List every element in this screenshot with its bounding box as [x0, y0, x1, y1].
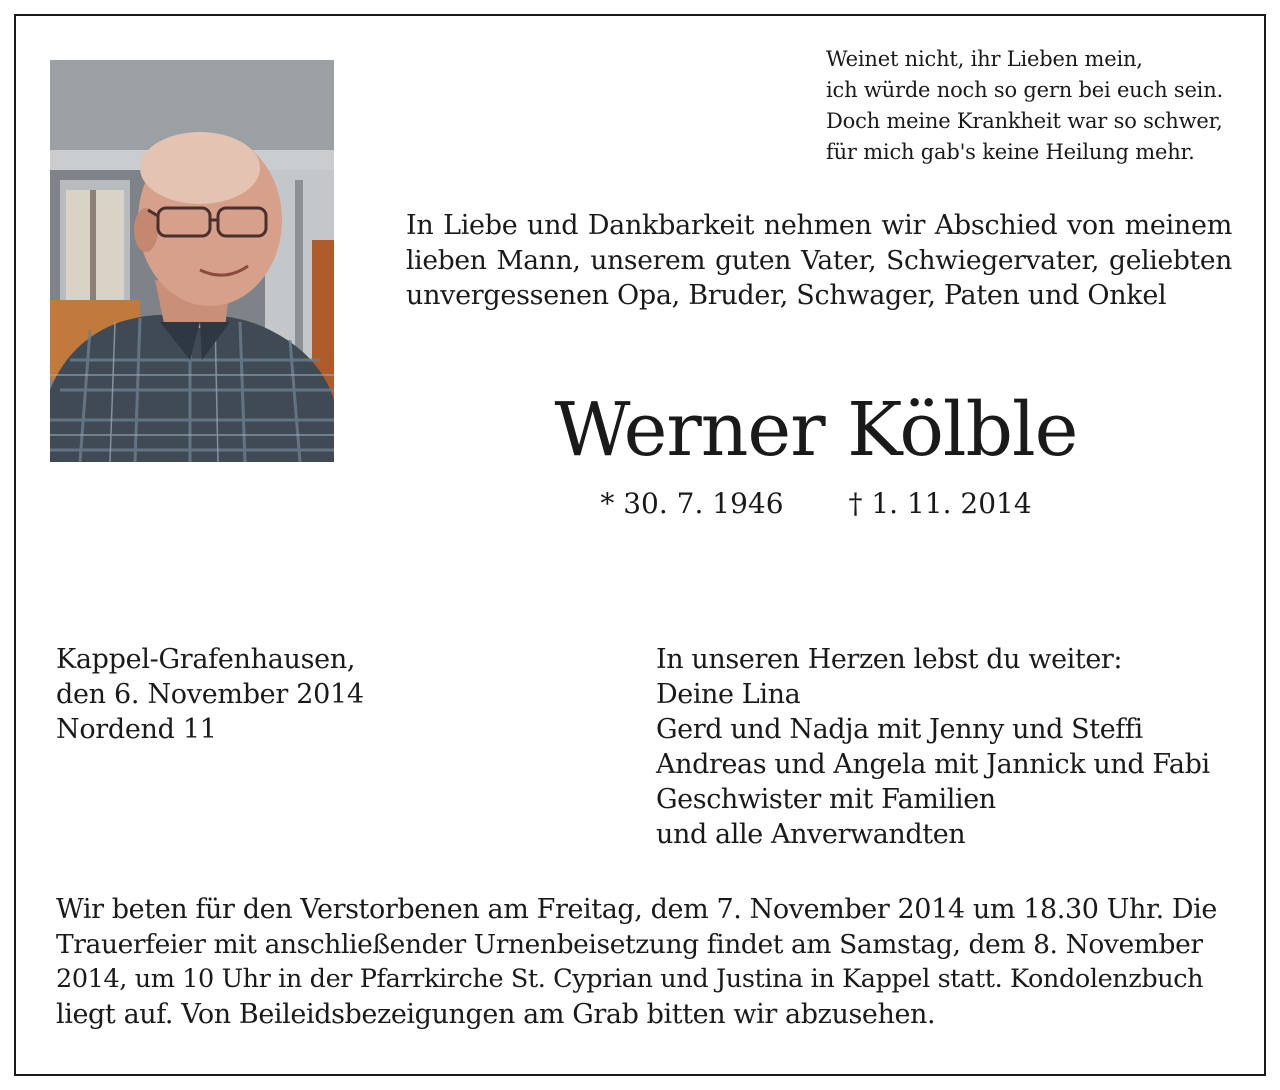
verse-line: ich würde noch so gern bei euch sein.	[826, 78, 1223, 102]
death-date: † 1. 11. 2014	[848, 487, 1032, 520]
farewell-line: lieben Mann, unserem guten Vater, Schwiegervater, geliebten	[406, 245, 1232, 276]
verse-line: Doch meine Krankheit war so schwer,	[826, 109, 1223, 133]
mourners-line: In unseren Herzen lebst du weiter:	[656, 644, 1123, 675]
verse-line: für mich gab's keine Heilung mehr.	[826, 140, 1195, 164]
place-line: Kappel-Grafenhausen,	[56, 644, 356, 675]
farewell-text	[406, 208, 1236, 313]
mourners-line: Andreas und Angela mit Jannick und Fabi	[656, 749, 1210, 780]
birth-date: * 30. 7. 1946	[600, 487, 784, 520]
mourners-line: Gerd und Nadja mit Jenny und Steffi	[656, 714, 1143, 745]
notice-line: 2014, um 10 Uhr in der Pfarrkirche St. Cyprian und Justina in Kappel statt. Kondolenzbuch	[56, 964, 1204, 994]
life-dates	[406, 484, 1226, 524]
farewell-line: In Liebe und Dankbarkeit nehmen wir Abschied von meinem	[406, 210, 1232, 241]
service-notice	[56, 892, 1226, 1032]
portrait-photo	[50, 60, 334, 462]
verse-line: Weinet nicht, ihr Lieben mein,	[826, 47, 1143, 71]
mourners-line: Geschwister mit Familien	[656, 784, 996, 815]
notice-line: Trauerfeier mit anschließender Urnenbeisetzung findet am Samstag, dem 8. November	[56, 929, 1203, 960]
place-line: den 6. November 2014	[56, 679, 364, 710]
mourners-list	[656, 642, 1246, 852]
mourners-line: Deine Lina	[656, 679, 801, 710]
place-line: Nordend 11	[56, 714, 217, 745]
notice-line: liegt auf. Von Beileidsbezeigungen am Grab bitten wir abzusehen.	[56, 999, 936, 1030]
mourners-line: und alle Anverwandten	[656, 819, 966, 850]
verse	[826, 44, 1246, 168]
farewell-line: unvergessenen Opa, Bruder, Schwager, Paten und Onkel	[406, 280, 1167, 311]
place-and-date	[56, 642, 616, 747]
deceased-name: Werner Kölble	[554, 387, 1078, 473]
notice-line: Wir beten für den Verstorbenen am Freitag, dem 7. November 2014 um 18.30 Uhr. Die	[56, 894, 1217, 925]
